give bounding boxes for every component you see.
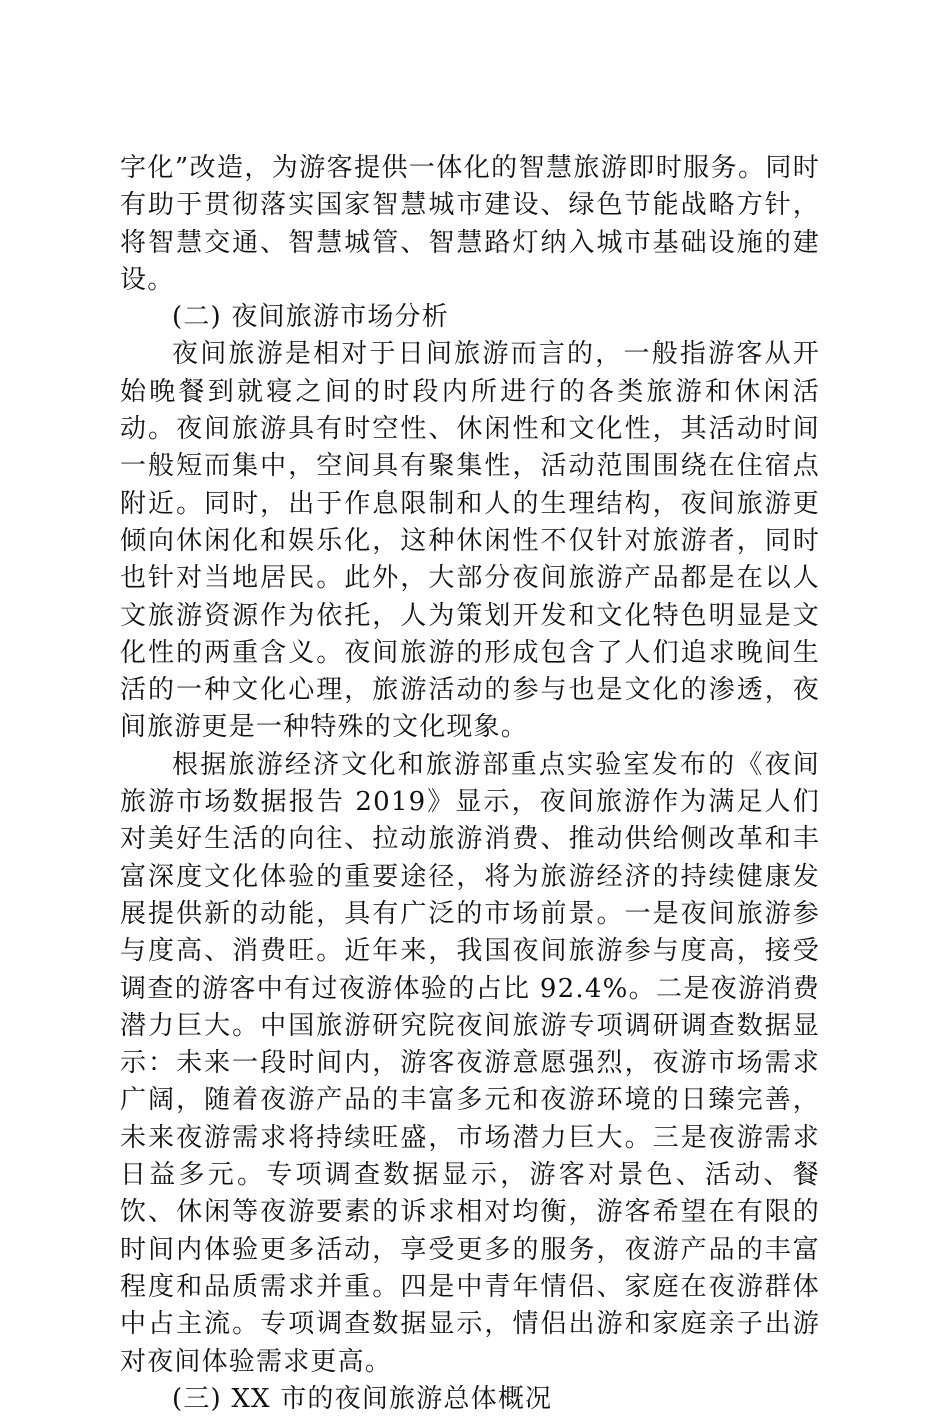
body-text xyxy=(120,150,820,1418)
section-heading-3: (三) XX 市的夜间旅游总体概况 xyxy=(172,1383,553,1414)
paragraph-continued: 字化”改造，为游客提供一体化的智慧旅游即时服务。同时有助于贯彻落实国家智慧城市建设、绿色节能战略方针，将智慧交通、智慧城管、智慧路灯纳入城市基础设施的建设。 xyxy=(120,153,820,295)
section-heading-2: (二) 夜间旅游市场分析 xyxy=(172,302,449,333)
paragraph-night-tourism-definition: 夜间旅游是相对于日间旅游而言的，一般指游客从开始晚餐到就寝之间的时段内所进行的各类旅游和休闲活动。夜间旅游具有时空性、休闲性和文化性，其活动时间一般短而集中，空间具有聚集性，活动范围围绕在住宿点附近。同时，出于作息限制和人的生理结构，夜间旅游更倾向休闲化和娱乐化，这种休闲性不仅针对旅游者，同时也针对当地居民。此外，大部分夜间旅游产品都是在以人文旅游资源作为依托，人为策划开发和文化特色明显是文化性的两重含义。夜间旅游的形成包含了人们追求晚间生活的一种文化心理，旅游活动的参与也是文化的渗透，夜间旅游更是一种特殊的文化现象。 xyxy=(120,339,820,743)
paragraph-market-report: 根据旅游经济文化和旅游部重点实验室发布的《夜间旅游市场数据报告 2019》显示，夜间旅游作为满足人们对美好生活的向往、拉动旅游消费、推动供给侧改革和丰富深度文化体验的重要途径，将为旅游经济的持续健康发展提供新的动能，具有广泛的市场前景。一是夜间旅游参与度高、消费旺。近年来，我国夜间旅游参与度高，接受调查的游客中有过夜游体验的占比 92.4%。二是夜游消费潜力巨大。中国旅游研究院夜间旅游专项调研调查数据显示：未来一段时间内，游客夜游意愿强烈，夜游市场需求广阔，随着夜游产品的丰富多元和夜游环境的日臻完善，未来夜游需求将持续旺盛，市场潜力巨大。三是夜游需求日益多元。专项调查数据显示，游客对景色、活动、餐饮、休闲等夜游要素的诉求相对均衡，游客希望在有限的时间内体验更多活动，享受更多的服务，夜游产品的丰富程度和品质需求并重。四是中青年情侣、家庭在夜游群体中占主流。专项调查数据显示，情侣出游和家庭亲子出游对夜间体验需求更高。 xyxy=(120,749,820,1377)
